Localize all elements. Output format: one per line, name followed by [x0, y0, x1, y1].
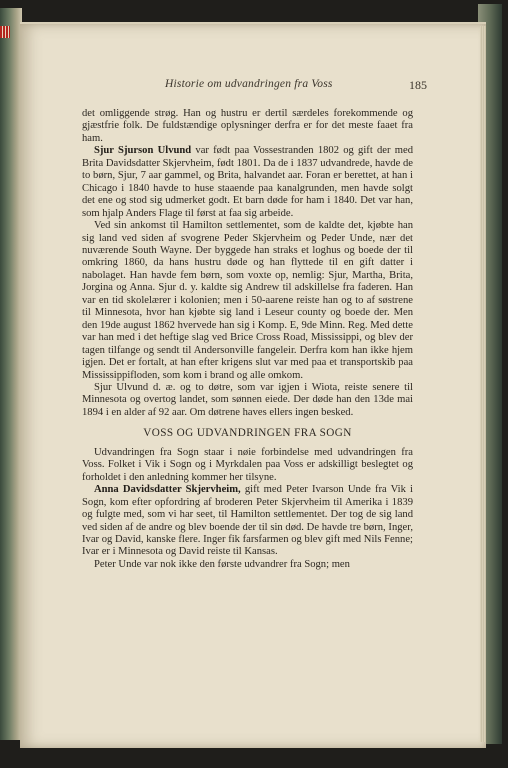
book-binding-left — [0, 8, 22, 740]
running-title: Historie om udvandringen fra Voss — [165, 78, 333, 90]
running-header — [165, 78, 427, 96]
paragraph: Ved sin ankomst til Hamilton settlementet, som de kaldte det, kjøbte han sig land ved siden af svogrene Peder Skjervheim og Peder Unde, nær det nuværende South Wayne. Der byggede han straks et loghus og boede der til omkring 1860, da hans hustru døde og han flyttede til en gift datter i nabolaget. Han havde fem børn, som voxte op, nemlig: Sjur, Martha, Brita, Jorgina og Anna. Sjur d. y. kaldte sig Andrew til adskillelse fra faderen. Han var en tid skolelærer i kolonien; men i 50-aarene reiste han og to af søstrene til Minnesota, hvor han kjøbte sig land i Leseur county og boede der. Men den 19de august 1862 hvervede han sig i Komp. E, 9de Minn. Reg. Med dette var han med i det heftige slag ved Brice Cross Road, Mississippi, og blev der tagen tilfange og sendt til Andersonville fangeleir. Derfra kom han ikke hjem igjen. Det er fortalt, at han efter krigens slut var med paa et transportskib paa Mississippifloden, som kom i brand og alle omkom. — [82, 220, 413, 381]
paragraph: det omliggende strøg. Han og hustru er dertil særdeles forekommende og gjæstfrie folk. De fuldstændige oplysninger derfra er for det meste faaet fra ham. — [82, 108, 413, 144]
paragraph: Sjur Ulvund d. æ. og to døtre, som var igjen i Wiota, reiste senere til Minnesota og overtog landet, som sønnen eiede. Der døde han den 13de mai 1894 i en alder af 92 aar. Om døtrene haves ellers ingen besked. — [82, 381, 413, 418]
paragraph-text: gift med Peter Ivarson Unde fra Vik i Sogn, kom efter opfordring af broderen Peter Skjervheim til Amerika i 1839 og fulgte med, som vi har seet, til Hamilton settlementet. Der tog de sig land ved siden af de andre og blev boende der til sin død. De havde tre børn, Inger, Ivar og David, kanske flere. Inger fik farsfarmen og blev gift med Nils Fenne; Ivar er i Minnesota og David reiste til Kansas. — [82, 484, 413, 558]
person-name: Anna Davidsdatter Skjervheim, — [94, 484, 241, 496]
paragraph: Udvandringen fra Sogn staar i nøie forbindelse med udvandringen fra Voss. Folket i Vik i Sogn og i Myrkdalen paa Voss er adskilligt beslegtet og forholdet i den anledning kommer her tilsyne. — [82, 446, 413, 483]
paragraph-text: var født paa Vossestranden 1802 og gift der med Brita Davidsdatter Skjervheim, født 1801. Da de i 1837 udvandrede, havde de to børn, Sjur, 7 aar gammel, og Brita, halvandet aar. Foran er berettet, at han i Chicago i 1840 havde to huse staaende paa kanalgrunden, men havde solgt det ene og stod sig udmerket godt. Et barn døde for ham i 1840. Det var han, som hjalp Anders Flage til først at faa sig arbeide. — [82, 145, 413, 219]
section-heading: VOSS OG UDVANDRINGEN FRA SOGN — [143, 427, 352, 440]
bookmark-ribbon — [0, 26, 10, 38]
paragraph: Peter Unde var nok ikke den første udvandrer fra Sogn; men — [94, 558, 350, 570]
paragraph — [82, 484, 413, 559]
page-body — [82, 108, 413, 571]
page-stack-edge — [480, 26, 486, 742]
page-number: 185 — [409, 78, 427, 92]
person-name: Sjur Sjurson Ulvund — [94, 145, 192, 157]
paragraph — [82, 145, 413, 220]
